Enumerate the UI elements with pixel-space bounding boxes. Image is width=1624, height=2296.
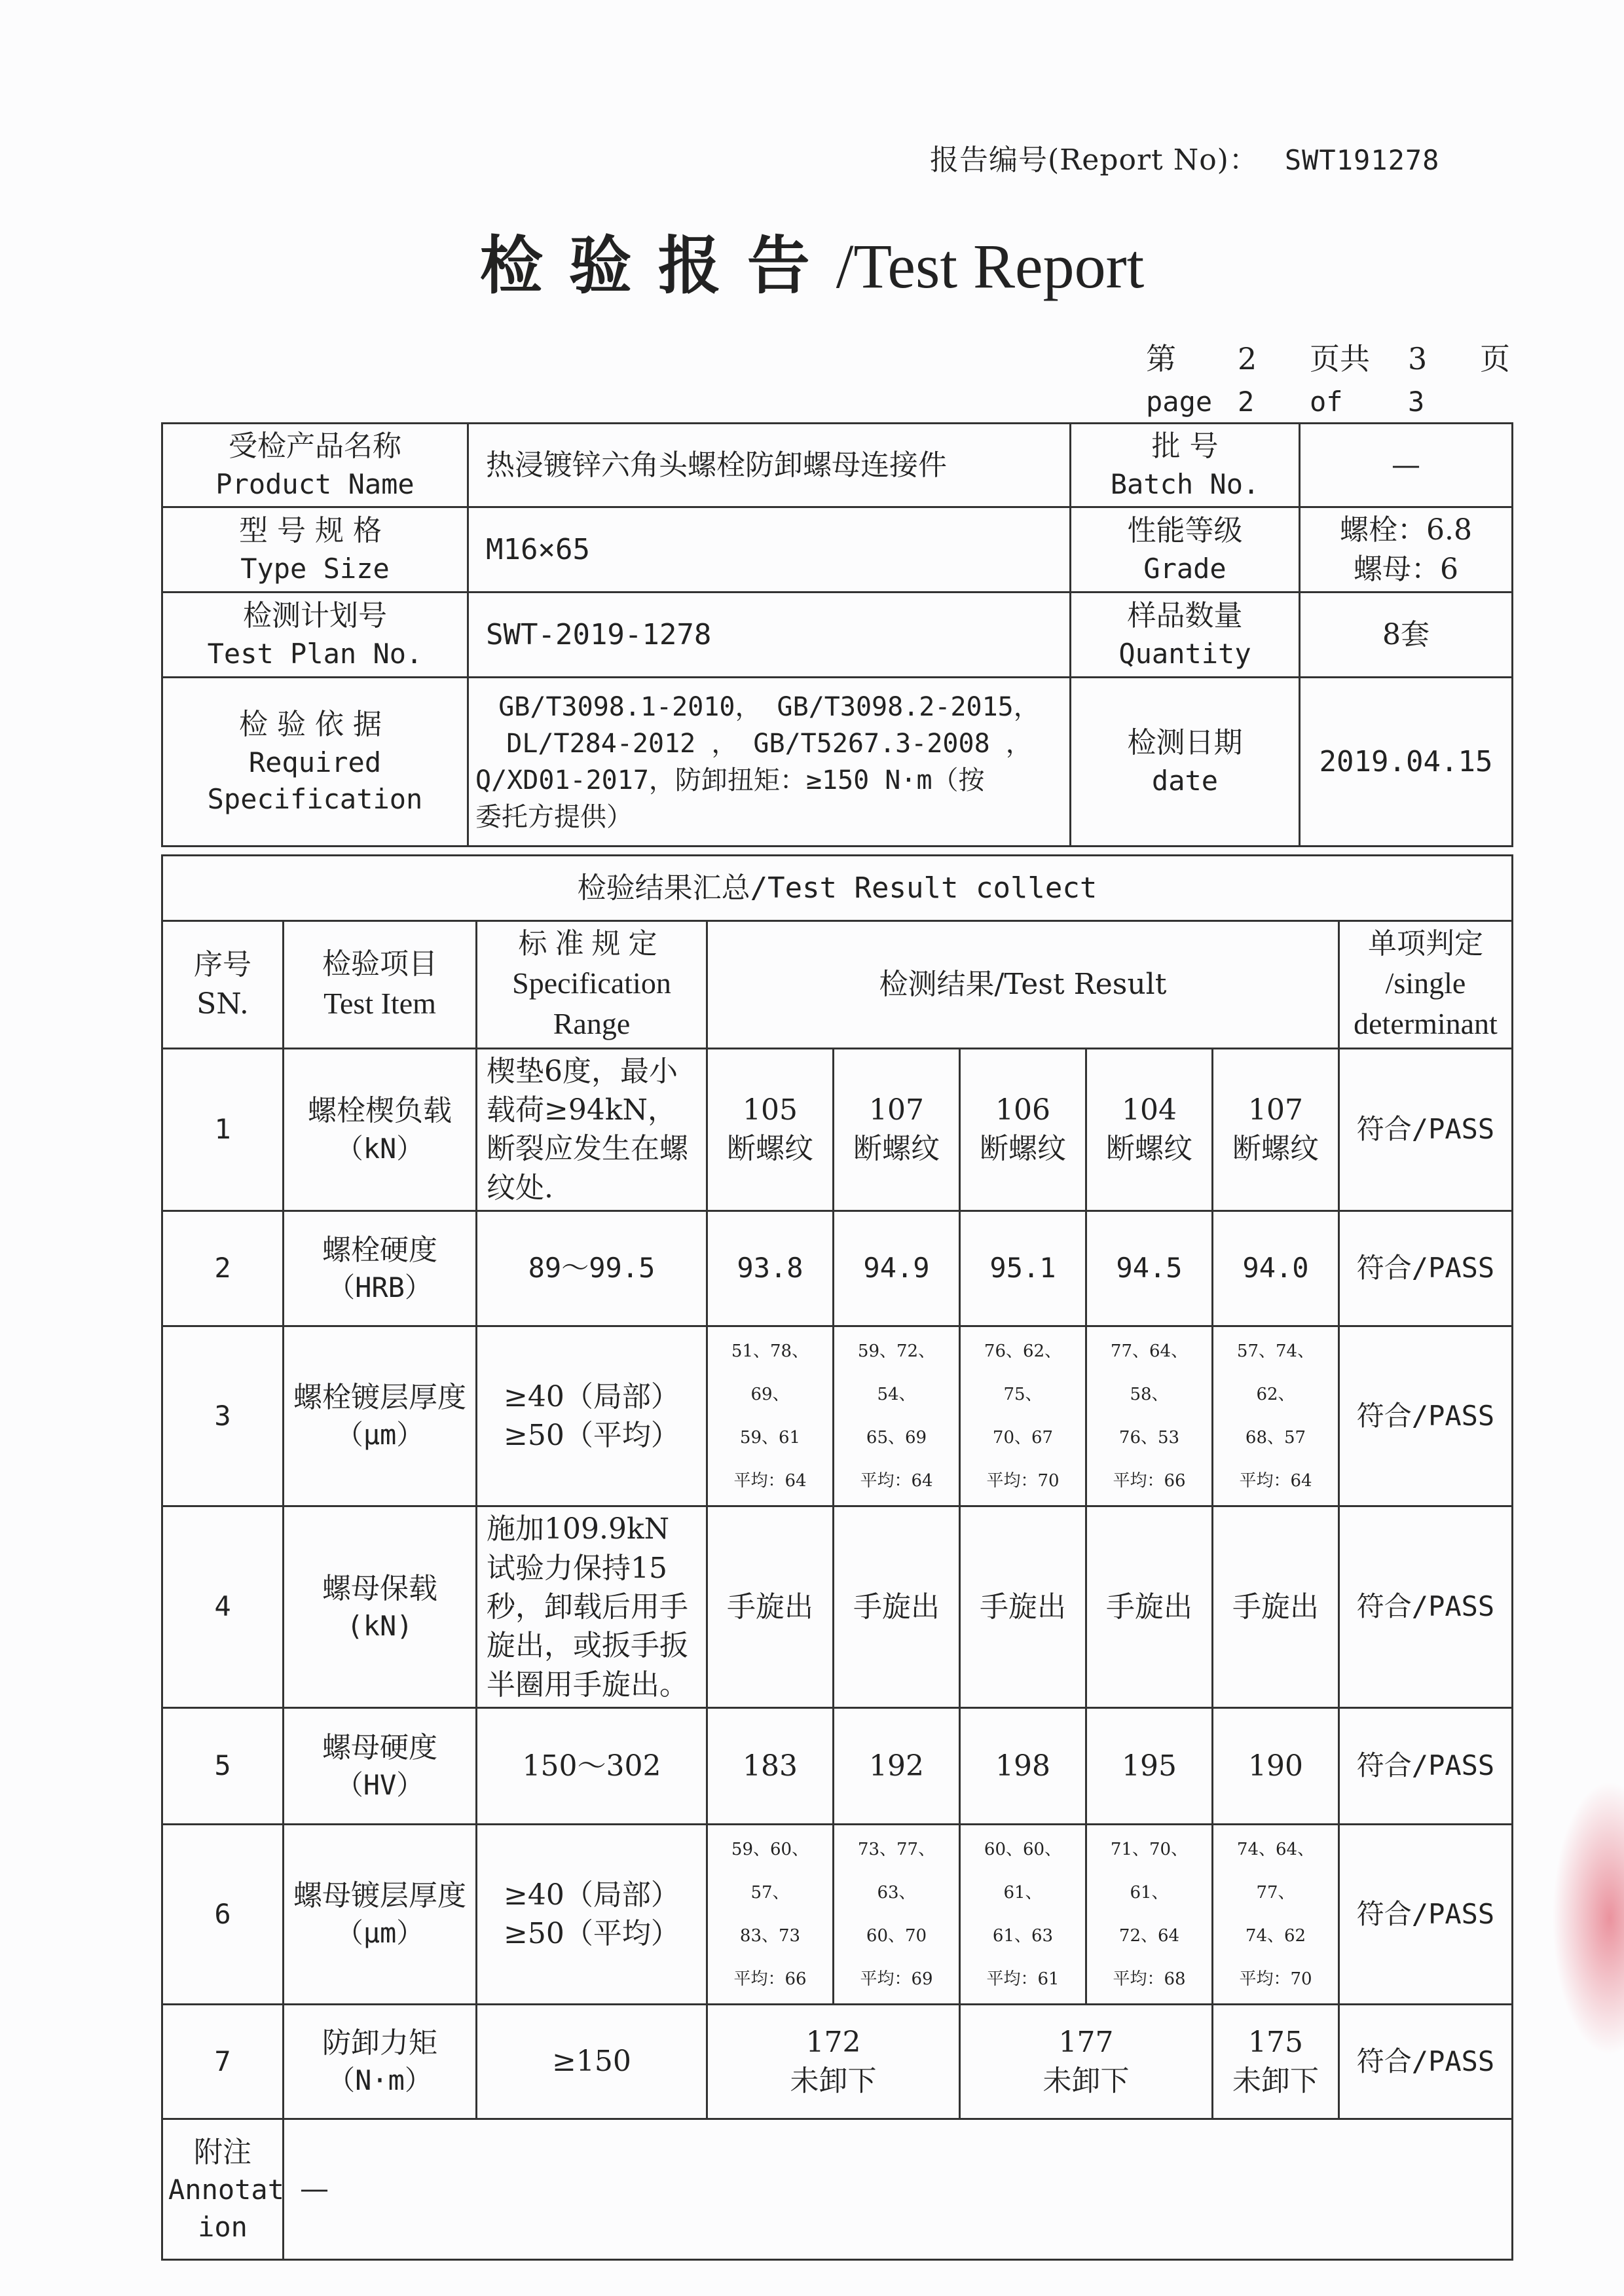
result-value: 177 <box>1058 2025 1114 2059</box>
row-item-unit: （kN） <box>335 1132 424 1165</box>
spec-line-4: 委托方提供） <box>475 801 633 832</box>
row-item <box>284 2005 477 2119</box>
annotation-row <box>162 2119 1513 2260</box>
row-item <box>284 1506 477 1708</box>
test-plan-label <box>162 592 468 678</box>
row-item-unit: （N·m） <box>327 2064 432 2097</box>
collect-title-row <box>162 856 1513 921</box>
product-name-label-en: Product Name <box>215 467 415 500</box>
date-label <box>1071 678 1300 847</box>
title-cn: 检验报告 <box>479 229 836 302</box>
test-plan-value: SWT-2019-1278 <box>468 592 1071 678</box>
result-value: 107 <box>869 1093 924 1127</box>
result-row-1 <box>162 1048 1513 1211</box>
row-sn: 7 <box>162 2005 284 2119</box>
row-item-unit: （μm） <box>335 1419 424 1451</box>
row-spec-local: ≥40（局部） <box>504 1379 680 1413</box>
result-average: 平均：70 <box>986 1471 1060 1491</box>
row-judgement: 符合/PASS <box>1339 1708 1513 1825</box>
report-number-value: SWT191278 <box>1284 144 1440 176</box>
page-indicator <box>1146 337 1510 424</box>
header-spec-en-2: Range <box>553 1007 631 1041</box>
result-value: 94.0 <box>1213 1211 1339 1326</box>
row-judgement: 符合/PASS <box>1339 2005 1513 2119</box>
result-row-5 <box>162 1708 1513 1825</box>
result-cell <box>1213 1825 1339 2005</box>
report-number <box>930 136 1439 178</box>
header-item-cn: 检验项目 <box>322 947 437 981</box>
row-judgement: 符合/PASS <box>1339 1211 1513 1326</box>
header-spec-cn: 标准规定 <box>518 927 665 960</box>
spec-label-en-1: Required <box>248 746 382 778</box>
grade-label-en: Grade <box>1143 552 1227 585</box>
row-sn: 1 <box>162 1048 284 1211</box>
header-single-en-1: /single <box>1385 966 1466 1000</box>
result-value: 190 <box>1213 1708 1339 1825</box>
row-item-cn: 防卸力矩 <box>322 2026 437 2060</box>
test-plan-label-cn: 检测计划号 <box>243 599 387 633</box>
row-item-unit: (kN) <box>346 1609 413 1642</box>
result-value: 手旋出 <box>1086 1506 1213 1708</box>
row-sn: 5 <box>162 1708 284 1825</box>
row-item-cn: 螺母硬度 <box>322 1730 437 1764</box>
result-value: 93.8 <box>707 1211 834 1326</box>
result-readings-2: 74、62 <box>1245 1926 1306 1946</box>
header-item <box>284 921 477 1049</box>
annotation-label-en-1: Annotat <box>168 2174 285 2206</box>
page-en-number: 2 <box>1238 386 1255 418</box>
spec-value <box>468 678 1071 847</box>
result-note: 未卸下 <box>1232 2064 1319 2098</box>
result-cell <box>707 1048 834 1211</box>
result-readings-1: 71、70、61、 <box>1110 1840 1189 1903</box>
annotation-label-cn: 附注 <box>194 2135 251 2169</box>
header-spec-en-1: Specification <box>512 966 671 1000</box>
result-value: 172 <box>805 2025 861 2059</box>
row-judgement: 符合/PASS <box>1339 1326 1513 1506</box>
result-cell <box>960 1825 1086 2005</box>
result-value: 手旋出 <box>960 1506 1086 1708</box>
result-value: 手旋出 <box>1213 1506 1339 1708</box>
product-name-label-cn: 受检产品名称 <box>229 429 401 464</box>
batch-value: — <box>1300 424 1513 507</box>
result-row-4 <box>162 1506 1513 1708</box>
grade-bolt: 螺栓：6.8 <box>1340 513 1472 547</box>
collect-title: 检验结果汇总/Test Result collect <box>162 856 1513 921</box>
result-row-7 <box>162 2005 1513 2119</box>
results-header-row <box>162 921 1513 1049</box>
result-cell <box>1213 2005 1339 2119</box>
row-spec: 楔垫6度，最小载荷≥94kN，断裂应发生在螺纹处. <box>477 1048 707 1211</box>
quantity-label-en: Quantity <box>1118 637 1251 670</box>
type-size-label-en: Type Size <box>240 552 390 585</box>
grade-value <box>1300 507 1513 592</box>
result-average: 平均：68 <box>1113 1969 1186 1990</box>
row-item-unit: （HV） <box>335 1768 424 1801</box>
row-spec: 150～302 <box>477 1708 707 1825</box>
header-spec <box>477 921 707 1049</box>
spec-label-cn: 检验依据 <box>239 708 391 742</box>
result-cell <box>834 1326 960 1506</box>
result-readings-1: 74、64、77、 <box>1236 1840 1315 1903</box>
result-value: 105 <box>743 1093 798 1127</box>
info-row-spec <box>162 678 1513 847</box>
row-spec <box>477 1825 707 2005</box>
header-sn: 序号 SN. <box>162 921 284 1049</box>
quantity-label <box>1071 592 1300 678</box>
spec-label-en-2: Specification <box>207 783 423 816</box>
spec-line-2: DL/T284-2012 ， GB/T5267.3-2008 ， <box>506 728 1032 759</box>
info-row-type <box>162 507 1513 592</box>
row-spec <box>477 1326 707 1506</box>
results-table <box>161 854 1513 2261</box>
quantity-label-cn: 样品数量 <box>1127 599 1243 633</box>
result-value: 106 <box>995 1093 1050 1127</box>
header-result: 检测结果/Test Result <box>707 921 1339 1049</box>
report-number-label: 报告编号(Report No)： <box>930 143 1259 177</box>
result-average: 平均：69 <box>860 1969 933 1990</box>
annotation-label <box>162 2119 284 2260</box>
row-sn: 4 <box>162 1506 284 1708</box>
row-item <box>284 1825 477 2005</box>
batch-label-cn: 批 号 <box>1151 429 1219 464</box>
spec-line-3: Q/XD01-2017，防卸扭矩：≥150 N·m（按 <box>475 765 985 795</box>
row-spec: ≥150 <box>477 2005 707 2119</box>
product-name-value: 热浸镀锌六角头螺栓防卸螺母连接件 <box>468 424 1071 507</box>
result-readings-2: 70、67 <box>992 1428 1054 1448</box>
row-item <box>284 1211 477 1326</box>
result-readings-2: 59、61 <box>739 1428 801 1448</box>
result-readings-1: 76、62、75、 <box>984 1341 1062 1405</box>
result-readings-1: 77、64、58、 <box>1110 1341 1189 1405</box>
page-en-prefix: page <box>1146 386 1213 418</box>
result-cell <box>707 1825 834 2005</box>
result-value: 手旋出 <box>834 1506 960 1708</box>
quantity-value: 8套 <box>1300 592 1513 678</box>
row-item-unit: （HRB） <box>327 1271 432 1303</box>
result-readings-1: 57、74、62、 <box>1236 1341 1315 1405</box>
result-note: 断螺纹 <box>727 1132 813 1166</box>
row-judgement: 符合/PASS <box>1339 1506 1513 1708</box>
row-spec-average: ≥50（平均） <box>504 1917 680 1951</box>
result-value: 183 <box>707 1708 834 1825</box>
result-readings-2: 72、64 <box>1118 1926 1180 1946</box>
row-item <box>284 1048 477 1211</box>
result-readings-1: 73、77、63、 <box>857 1840 936 1903</box>
result-cell <box>707 2005 960 2119</box>
row-item-cn: 螺栓楔负载 <box>308 1094 452 1128</box>
result-average: 平均：64 <box>733 1471 807 1491</box>
seal-stamp <box>1552 1781 1624 2056</box>
result-value: 175 <box>1248 2025 1303 2059</box>
header-single-en-2: determinant <box>1354 1007 1498 1041</box>
result-readings-2: 65、69 <box>866 1428 927 1448</box>
result-note: 断螺纹 <box>980 1132 1066 1166</box>
result-row-6 <box>162 1825 1513 2005</box>
date-value: 2019.04.15 <box>1300 678 1513 847</box>
batch-label <box>1071 424 1300 507</box>
page-title <box>0 216 1624 306</box>
result-value: 手旋出 <box>707 1506 834 1708</box>
result-average: 平均：61 <box>986 1969 1060 1990</box>
result-value: 104 <box>1122 1093 1177 1127</box>
spec-label <box>162 678 468 847</box>
result-readings-2: 83、73 <box>739 1926 801 1946</box>
page-cn-prefix: 第 <box>1146 341 1176 376</box>
header-item-en: Test Item <box>323 987 436 1021</box>
result-note: 未卸下 <box>790 2064 877 2098</box>
page-cn-number: 2 <box>1238 341 1257 376</box>
result-cell <box>1213 1048 1339 1211</box>
row-item-cn: 螺栓硬度 <box>322 1233 437 1267</box>
info-row-plan <box>162 592 1513 678</box>
result-cell <box>960 2005 1213 2119</box>
row-item-cn: 螺栓镀层厚度 <box>293 1381 466 1415</box>
row-item-cn: 螺母保载 <box>322 1571 437 1605</box>
result-note: 断螺纹 <box>1106 1132 1192 1166</box>
info-row-product <box>162 424 1513 507</box>
page-cn-total: 3 <box>1408 341 1428 376</box>
date-label-cn: 检测日期 <box>1127 726 1243 760</box>
result-average: 平均：64 <box>1239 1471 1312 1491</box>
row-sn: 3 <box>162 1326 284 1506</box>
result-cell <box>960 1326 1086 1506</box>
page-cn-total-label: 页共 <box>1310 341 1370 376</box>
result-cell <box>1213 1326 1339 1506</box>
type-size-label-cn: 型号规格 <box>239 514 391 548</box>
result-readings-1: 51、78、69、 <box>731 1341 809 1405</box>
page-indicator-cn <box>1146 337 1510 380</box>
result-value: 94.9 <box>834 1211 960 1326</box>
result-cell <box>1086 1825 1213 2005</box>
result-value: 195 <box>1086 1708 1213 1825</box>
result-average: 平均：64 <box>860 1471 933 1491</box>
result-value: 192 <box>834 1708 960 1825</box>
result-readings-2: 60、70 <box>866 1926 927 1946</box>
result-cell <box>1086 1326 1213 1506</box>
result-cell <box>1086 1048 1213 1211</box>
result-value: 95.1 <box>960 1211 1086 1326</box>
row-judgement: 符合/PASS <box>1339 1048 1513 1211</box>
row-item <box>284 1326 477 1506</box>
result-cell <box>960 1048 1086 1211</box>
result-row-3 <box>162 1326 1513 1506</box>
result-readings-2: 76、53 <box>1118 1428 1180 1448</box>
header-single <box>1339 921 1513 1049</box>
result-cell <box>707 1326 834 1506</box>
type-size-value: M16×65 <box>468 507 1071 592</box>
result-average: 平均：66 <box>733 1969 807 1990</box>
result-average: 平均：70 <box>1239 1969 1312 1990</box>
annotation-value: — <box>284 2119 1513 2260</box>
result-cell <box>834 1825 960 2005</box>
result-row-2 <box>162 1211 1513 1326</box>
info-table <box>161 422 1513 847</box>
result-average: 平均：66 <box>1113 1471 1186 1491</box>
result-value: 107 <box>1248 1093 1303 1127</box>
row-spec: 89～99.5 <box>477 1211 707 1326</box>
page-indicator-en <box>1146 380 1510 424</box>
result-note: 断螺纹 <box>853 1132 940 1166</box>
spec-line-1: GB/T3098.1-2010， GB/T3098.2-2015， <box>498 691 1040 722</box>
row-item <box>284 1708 477 1825</box>
result-value: 198 <box>960 1708 1086 1825</box>
result-readings-1: 59、72、54、 <box>857 1341 936 1405</box>
test-plan-label-en: Test Plan No. <box>207 637 423 670</box>
result-readings-1: 59、60、57、 <box>731 1840 809 1903</box>
grade-nut: 螺母：6 <box>1354 552 1458 586</box>
batch-label-en: Batch No. <box>1110 467 1260 500</box>
result-cell <box>834 1048 960 1211</box>
date-label-en: date <box>1151 764 1219 797</box>
result-value: 94.5 <box>1086 1211 1213 1326</box>
row-sn: 2 <box>162 1211 284 1326</box>
title-en: /Test Report <box>836 231 1145 301</box>
row-item-unit: （μm） <box>335 1917 424 1950</box>
result-readings-2: 68、57 <box>1245 1428 1306 1448</box>
row-spec-local: ≥40（局部） <box>504 1878 680 1912</box>
result-readings-1: 60、60、61、 <box>984 1840 1062 1903</box>
page-en-of: of <box>1310 386 1343 418</box>
result-note: 未卸下 <box>1043 2064 1130 2098</box>
row-spec: 施加109.9kN试验力保持15秒，卸载后用手旋出，或扳手扳半圈用手旋出。 <box>477 1506 707 1708</box>
type-size-label <box>162 507 468 592</box>
result-note: 断螺纹 <box>1232 1132 1319 1166</box>
row-sn: 6 <box>162 1825 284 2005</box>
row-judgement: 符合/PASS <box>1339 1825 1513 2005</box>
grade-label <box>1071 507 1300 592</box>
page-cn-suffix: 页 <box>1480 341 1510 376</box>
result-readings-2: 61、63 <box>992 1926 1054 1946</box>
product-name-label <box>162 424 468 507</box>
page-en-total: 3 <box>1408 386 1425 418</box>
row-item-cn: 螺母镀层厚度 <box>293 1879 466 1913</box>
header-single-cn: 单项判定 <box>1368 927 1483 960</box>
row-spec-average: ≥50（平均） <box>504 1419 680 1453</box>
annotation-label-en-2: ion <box>198 2210 248 2243</box>
grade-label-cn: 性能等级 <box>1127 514 1243 548</box>
